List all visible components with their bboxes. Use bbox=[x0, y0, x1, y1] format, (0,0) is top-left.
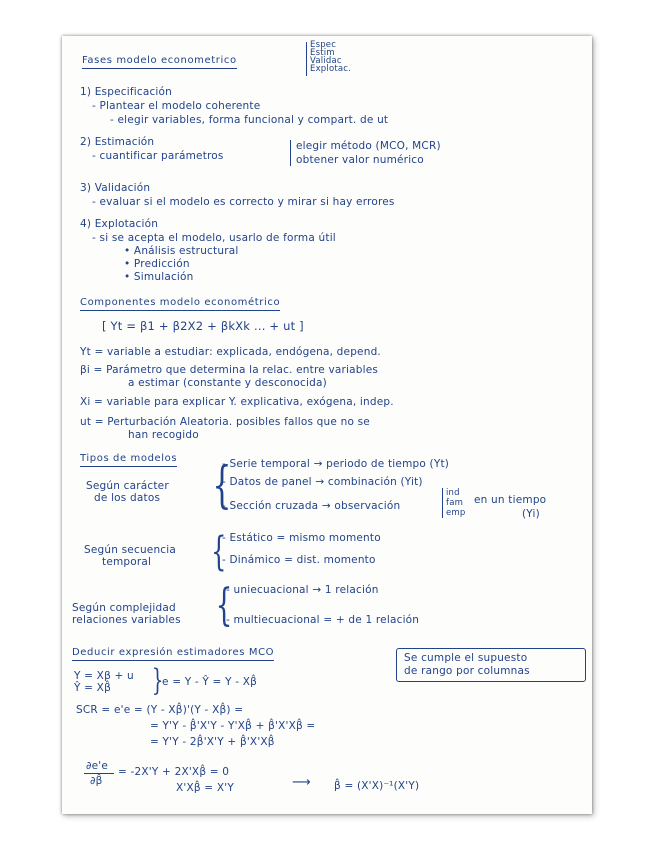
cross-section-note: fam bbox=[446, 498, 464, 508]
phase-line: elegir método (MCO, MCR) bbox=[296, 140, 441, 152]
math-line: = Y'Y - 2β̂'X'Y + β̂'X'Xβ̂ bbox=[150, 736, 275, 748]
type-option: - Estático = mismo momento bbox=[222, 532, 381, 544]
phase-line: obtener valor numérico bbox=[296, 154, 424, 166]
phase-heading: 4) Explotación bbox=[80, 218, 159, 230]
section-title-deducir: Deducir expresión estimadores MCO bbox=[72, 646, 274, 661]
component-line: Yt = variable a estudiar: explicada, endógena, depend. bbox=[80, 346, 381, 358]
assumption-note: de rango por columnas bbox=[404, 665, 530, 677]
brace-icon: { bbox=[212, 456, 232, 514]
math-line: SCR = e'e = (Y - Xβ̂)'(Y - Xβ̂) = bbox=[76, 704, 244, 716]
type-group-label: Según carácter bbox=[86, 480, 169, 492]
model-equation: [ Yt = β1 + β2X2 + βkXk ... + ut ] bbox=[102, 319, 304, 333]
fraction-bar bbox=[84, 773, 114, 774]
math-line: e = Y - Ŷ = Y - Xβ̂ bbox=[162, 676, 258, 688]
list-item: • Predicción bbox=[124, 258, 190, 270]
phase-line: - cuantificar parámetros bbox=[92, 150, 224, 162]
phase-line: - Plantear el modelo coherente bbox=[92, 100, 261, 112]
component-line: a estimar (constante y desconocida) bbox=[128, 377, 327, 389]
cross-section-note: ind bbox=[446, 488, 460, 498]
math-line: Ŷ = Xβ̂ bbox=[74, 682, 111, 694]
type-group-label: Según complejidad bbox=[72, 602, 176, 614]
phase-heading: 1) Especificación bbox=[80, 86, 173, 98]
type-option: - Serie temporal → periodo de tiempo (Yt) bbox=[222, 458, 450, 470]
type-option: - uniecuacional → 1 relación bbox=[226, 584, 379, 596]
notebook-page bbox=[62, 36, 592, 814]
type-group-label: Según secuencia bbox=[84, 544, 177, 556]
section-title-tipos: Tipos de modelos bbox=[80, 452, 177, 467]
phase-line: - elegir variables, forma funcional y compart. de ut bbox=[110, 114, 389, 126]
assumption-note: Se cumple el supuesto bbox=[404, 652, 528, 664]
phase-line: - evaluar si el modelo es correcto y mirar si hay errores bbox=[92, 196, 395, 208]
section-title-componentes: Componentes modelo econométrico bbox=[80, 296, 280, 311]
type-group-label: temporal bbox=[102, 556, 152, 568]
component-line: βi = Parámetro que determina la relac. entre variables bbox=[80, 364, 379, 376]
arrow-icon: ⟶ bbox=[292, 775, 311, 790]
phase-line: - si se acepta el modelo, usarlo de forma útil bbox=[92, 232, 336, 244]
list-item: • Simulación bbox=[124, 271, 194, 283]
cross-section-note: emp bbox=[446, 508, 466, 518]
component-line: ut = Perturbación Aleatoria. posibles fallos que no se bbox=[80, 416, 370, 428]
component-line: han recogido bbox=[128, 429, 199, 441]
type-option: - Datos de panel → combinación (Yit) bbox=[222, 476, 423, 488]
type-group-label: relaciones variables bbox=[72, 614, 181, 626]
derivative-denominator: ∂β̂ bbox=[90, 775, 103, 787]
phase-heading: 2) Estimación bbox=[80, 136, 155, 148]
side-note: Validac bbox=[310, 56, 342, 66]
cross-section-brace bbox=[442, 488, 443, 518]
type-option: - Dinámico = dist. momento bbox=[222, 554, 376, 566]
list-item: • Análisis estructural bbox=[124, 245, 239, 257]
type-option: - Sección cruzada → observación bbox=[222, 500, 401, 512]
derivative-numerator: ∂e'e bbox=[86, 760, 109, 772]
type-group-label: de los datos bbox=[94, 492, 161, 504]
side-note: Estim bbox=[310, 48, 335, 58]
type-option: - multiecuacional = + de 1 relación bbox=[226, 614, 420, 626]
phase-heading: 3) Validación bbox=[80, 182, 151, 194]
brace-icon: } bbox=[151, 663, 164, 698]
math-line: X'Xβ̂ = X'Y bbox=[176, 782, 234, 794]
math-line: = -2X'Y + 2X'Xβ̂ = 0 bbox=[118, 766, 230, 778]
math-line: Y = Xβ + u bbox=[74, 670, 134, 682]
section-title-fases: Fases modelo econometrico bbox=[82, 54, 237, 69]
cross-section-note: en un tiempo bbox=[474, 494, 547, 506]
estimation-brace bbox=[290, 140, 291, 166]
side-note: Explotac. bbox=[310, 64, 352, 74]
component-line: Xi = variable para explicar Y. explicativa, exógena, indep. bbox=[80, 396, 394, 408]
brace-icon: { bbox=[211, 529, 227, 575]
side-note: Espec bbox=[310, 40, 337, 50]
math-line: = Y'Y - β̂'X'Y - Y'Xβ̂ + β̂'X'Xβ̂ = bbox=[150, 720, 316, 732]
side-notes-bar bbox=[306, 42, 307, 76]
cross-section-note: (Yi) bbox=[522, 508, 540, 520]
estimator-result: β̂ = (X'X)⁻¹(X'Y) bbox=[334, 780, 420, 792]
brace-icon: { bbox=[215, 580, 233, 631]
